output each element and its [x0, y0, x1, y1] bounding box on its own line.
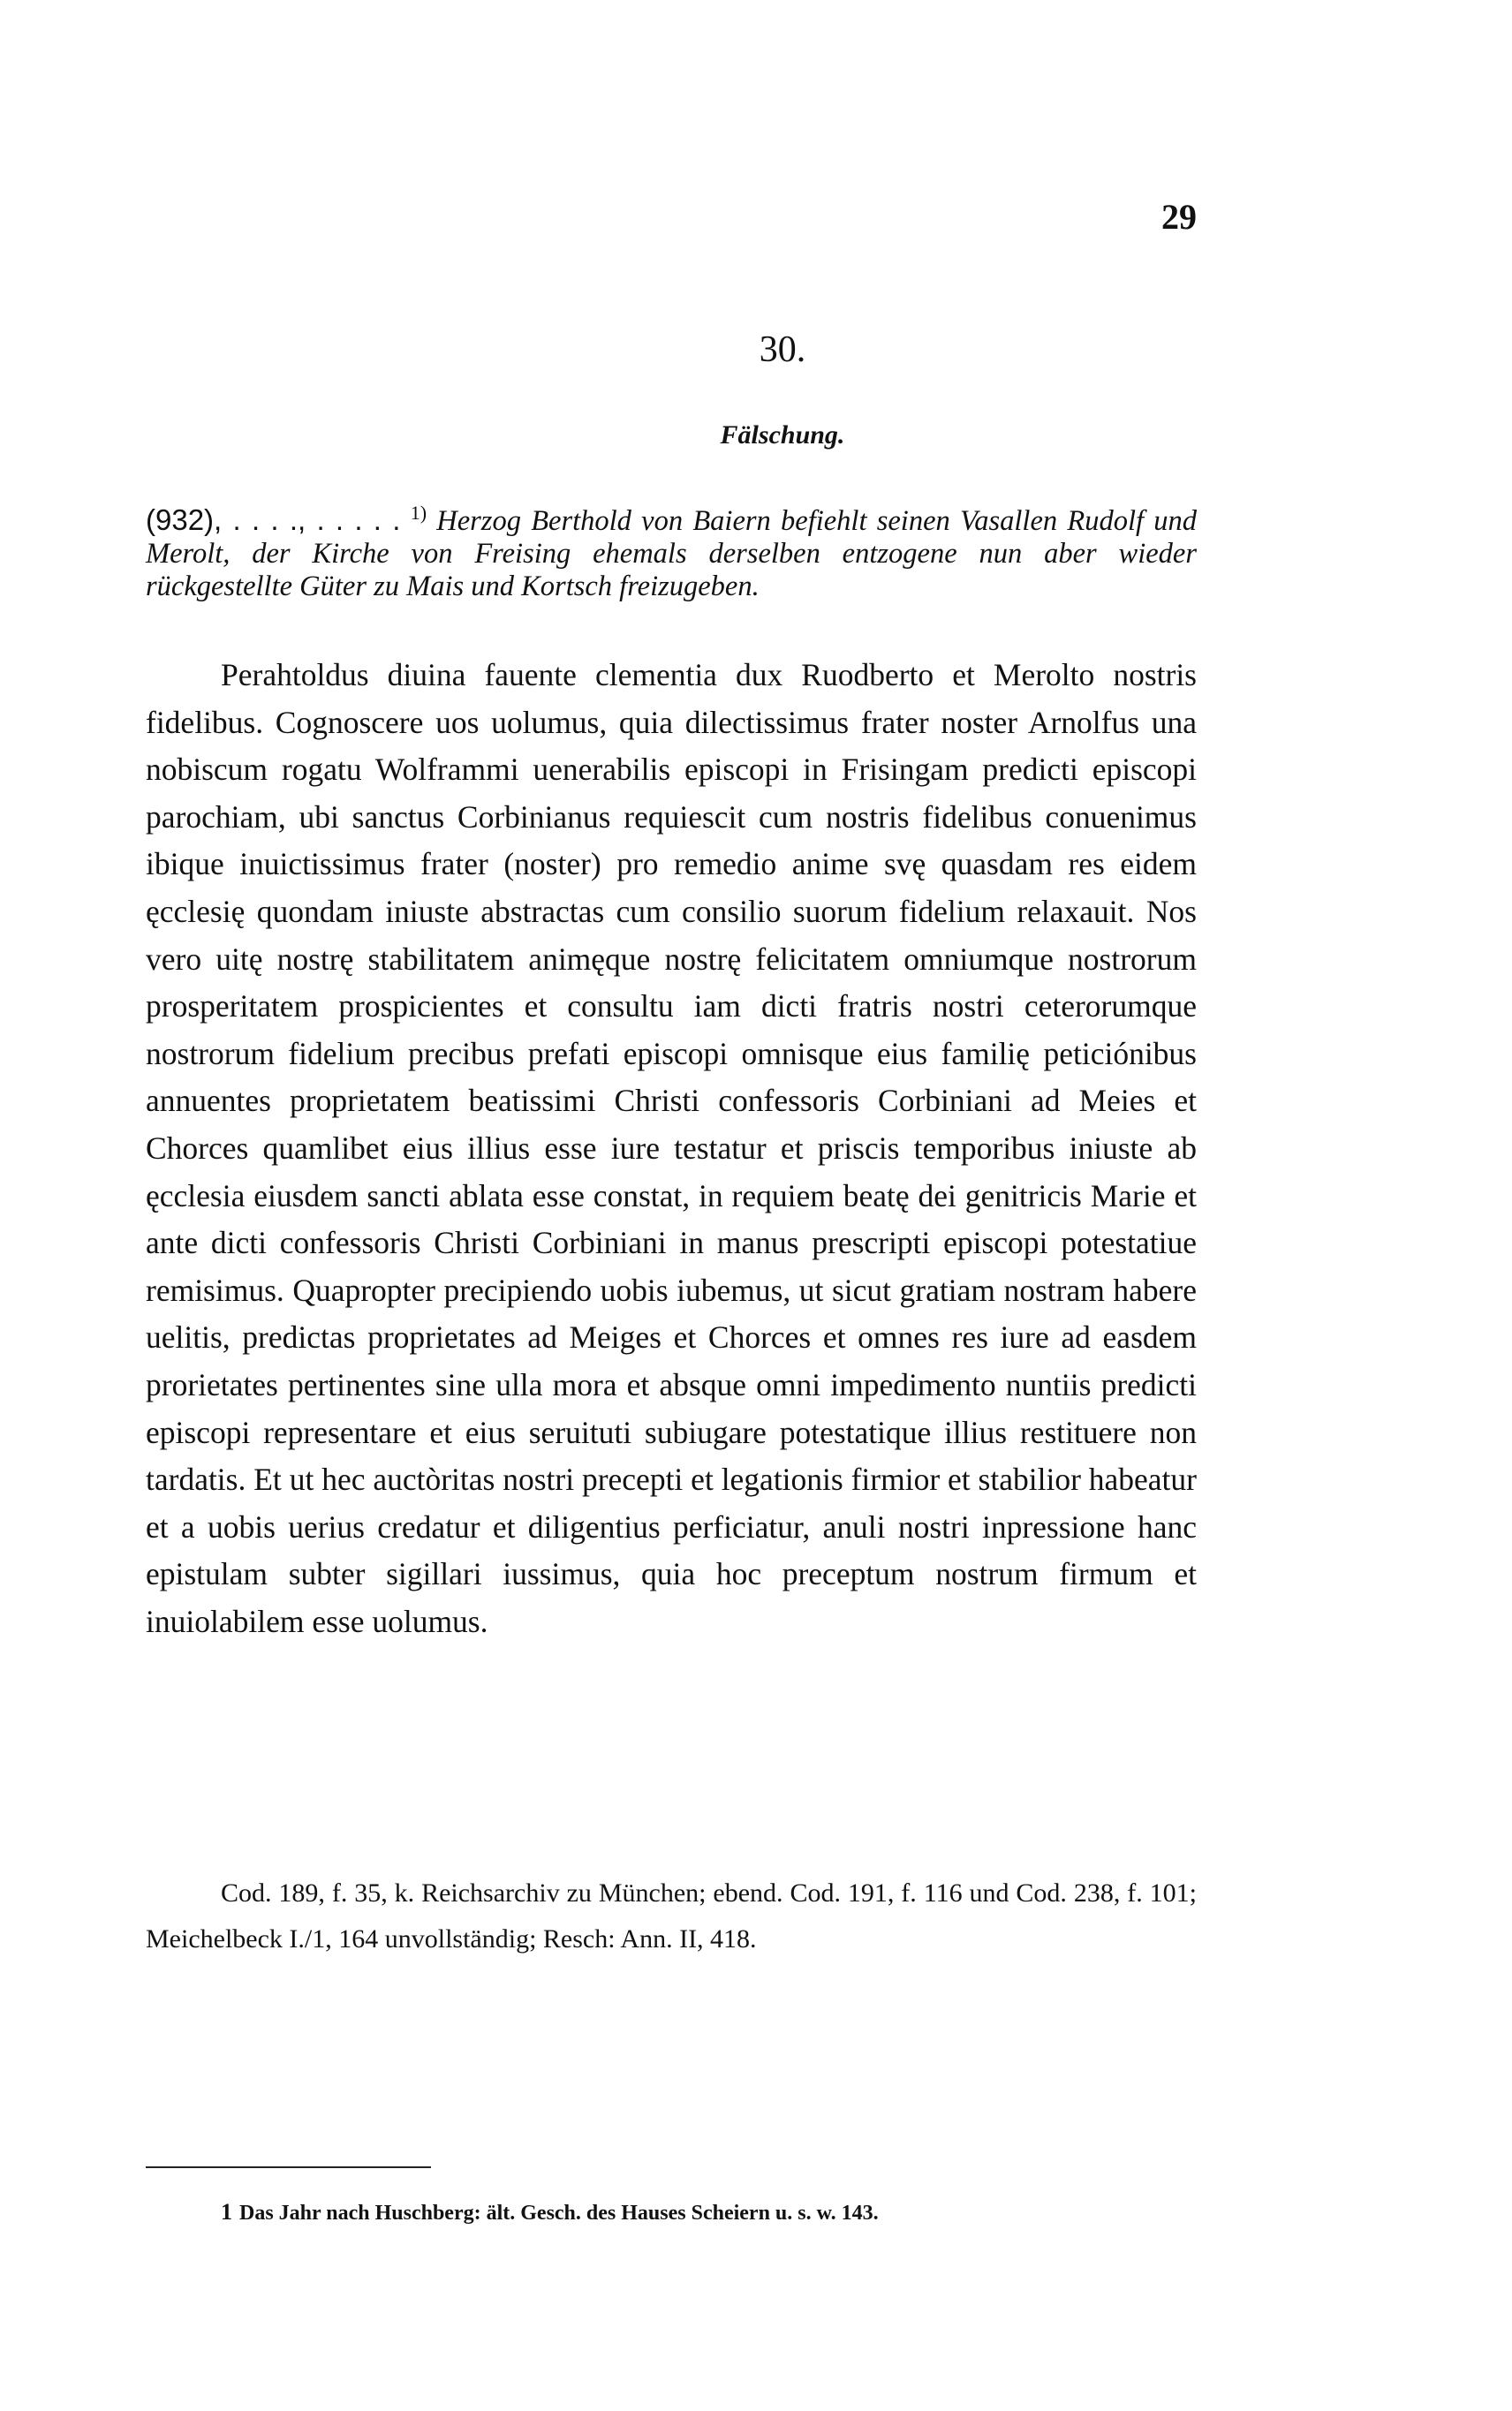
regest-date: (932), . . . ., . . . . .: [146, 503, 401, 536]
charter-paragraph: Perahtoldus diuina fauente clementia dux Ruodberto et Merolto nostris fidelibus. Cognoscere uos uolumus, quia dilectissimus frater noster Arnolfus una nobiscum rogatu Wolframmi uenerabilis episcopi in Frisingam predicti episcopi parochiam, ubi sanctus Corbinianus requiescit cum nostris fidelibus conuenimus ibique inuictissimus frater (noster) pro remedio anime svę quasdam res eidem ęcclesię quondam iniuste abstractas cum consilio suorum fidelium relaxauit. Nos vero uitę nostrę stabilitatem animęque nostrę felicitatem omniumque nostrorum prosperitatem prospicientes et consultu iam dicti fratris nostri ceterorumque nostrorum fidelium precibus prefati episcopi omnisque eius familię peticiónibus annuentes proprietatem beatissimi Christi confessoris Corbiniani ad Meies et Chorces quamlibet eius illius esse iure testatur et priscis temporibus iniuste ab ęcclesia eiusdem sancti ablata esse constat, in requiem beatę dei genitricis Marie et ante dicti confessoris Christi Corbiniani in manus prescripti episcopi potestatiue remisimus. Quapropter precipiendo uobis iubemus, ut sicut gratiam nostram habere uelitis, predictas proprietates ad Meiges et Chorces et omnes res iure ad easdem prorietates pertinentes sine ulla mora et absque omni impedimento nuntiis predicti episcopi representare et eius seruituti subiugare potestatique illius restituere non tardatis. Et ut hec auctòritas nostri precepti et legationis firmior et stabilior habeatur et a uobis uerius credatur et diligentius perficiatur, anuli nostri inpressione hanc epistulam subter sigillari iussimus, quia hoc preceptum nostrum firmum et inuiolabilem esse uolumus.: [146, 657, 1197, 1639]
document-number: 30.: [759, 329, 806, 370]
source-citation-text: Cod. 189, f. 35, k. Reichsarchiv zu München; ebend. Cod. 191, f. 116 und Cod. 238, f. 101; Meichelbeck I./1, 164 unvollständig; Resch: Ann. II, 418.: [146, 1878, 1197, 1954]
page-number: 29: [1161, 197, 1197, 237]
document-kind-heading: Fälschung.: [720, 420, 845, 450]
footnote-text: Das Jahr nach Huschberg: ält. Gesch. des Hauses Scheiern u. s. w. 143.: [239, 2202, 879, 2225]
footnote-reference: 1): [410, 502, 427, 524]
source-citations: [146, 1871, 1197, 1962]
regest-summary: [146, 496, 1197, 603]
footnote-divider: [146, 2166, 431, 2168]
footnote-number: 1: [221, 2199, 232, 2225]
charter-text: [146, 652, 1197, 1645]
regest-text: Herzog Berthold von Baiern befiehlt seinen Vasallen Rudolf und Merolt, der Kirche von Freising ehemals derselben entzogene nun aber wieder rückgestellte Güter zu Mais und Kortsch freizugeben.: [146, 504, 1198, 602]
footnote: [221, 2199, 1192, 2226]
